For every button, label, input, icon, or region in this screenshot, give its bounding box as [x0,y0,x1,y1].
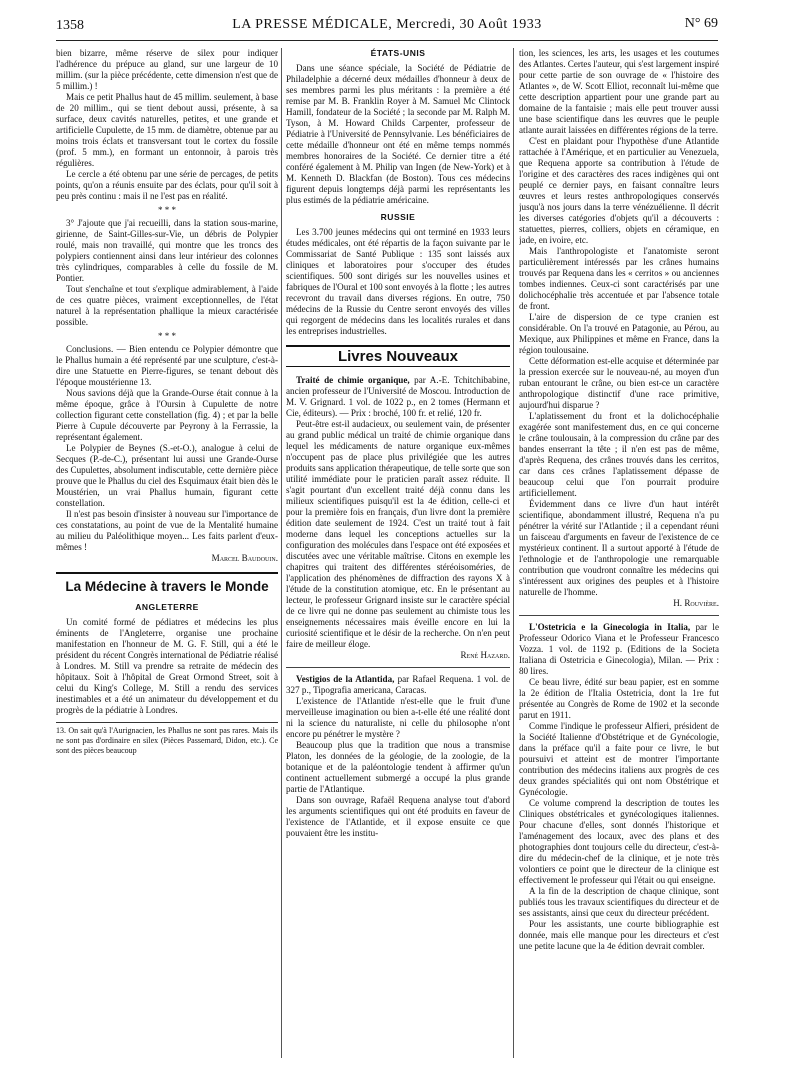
section-title: La Médecine à travers le Monde [56,572,278,596]
divider [286,667,510,668]
paragraph: Nous savions déjà que la Grande-Ourse était connue à la même époque, grâce à l'Oursin à Cupulette de notre collection figurant cette constellation (fig. 4) ; et par la belle Pierre à Cupule découverte par Peyrony à la Ferrassie, la représentant également. [56,388,278,442]
paragraph: Dans une séance spéciale, la Société de Pédiatrie de Philadelphie a décerné deux médailles d'honneur à deux de ses membres parmi les plus méritants : la première a été remise par M. B. Franklin Royer à M. Samuel Mc Clintock Hamill, fondateur de la Société ; la seconde par M. Ralph M. Tyson, à M. Howard Childs Carpenter, professeur de Pédiatrie à l'Université de Pennsylvanie. Les bénéficiaires de cette médaille d'honneur ont été en même temps nommés membres honoraires de la Société. Ce dernier titre a été conféré également à M. Philip van Ingen (de New-York) et à M. Kenneth D. Blackfan (de Boston). Tous ces médecins figurent depuis longtemps déjà parmi les représentants les plus estimés de la pédiatrie américaine. [286,63,510,205]
paragraph: Beaucoup plus que la tradition que nous a transmise Platon, les données de la géologie, de la zoologie, de la botanique et de la paléontologie tendent à affirmer qu'un continent actuellement submergé a occupé la plus grande partie de l'Atlantique. [286,740,510,794]
paragraph: Conclusions. — Bien entendu ce Polypier démontre que le Phallus humain a été représenté par une sculpture, c'est-à-dire une Statuette en Pierre-figures, se tenant debout dès l'époque moustérienne 13. [56,344,278,387]
livres-nouveaux-title: Livres Nouveaux [286,345,510,367]
section-stars: * * * [158,331,176,341]
paragraph: Le Polypier de Beynes (S.-et-O.), analogue à celui de Secques (P.-de-C.), présentant lui aussi une Grande-Ourse des Cupulettes, absolument indiscutable, cette dernière pièce prouve que le Phallus du ciel des Esquimaux était bien dès le Moustérien, un vrai Phallus humain, figurant cette constellation. [56,443,278,508]
book-title: Traité de chimie organique, [296,375,410,385]
paragraph: Il n'est pas besoin d'insister à nouveau sur l'importance de ces constatations, au point de vue de la Mentalité humaine au milieu du Paléolithique moyen... Les faits parlent d'eux-mêmes ! [56,509,278,552]
column-separator-1 [281,48,282,1058]
paragraph: Peut-être est-il audacieux, ou seulement vain, de présenter au grand public médical un traité de chimie organique dans lequel les médicaments de nature organique eux-mêmes n'occupent pas de place plus privilégiée que les autres produits sans application thérapeutique, de telle sorte que son utilité immédiate pour le praticien paraît assez réduite. Il s'agit pourtant d'un excellent traité déjà connu dans les milieux scientifiques puisqu'il est la 4e édition, celle-ci et pour la première fois en français, d'un livre dont la première édition date seulement de 1924. C'est un traité tout à fait moderne dans lequel les conceptions actuelles sur la configuration des molécules dans l'espace ont été exposées et discutées avec une véritable maîtrise. Citons en exemple les chapitres qui traitent des différentes stéréoisoméries, de l'application des phénomènes de diffraction des rayons X à l'étude de la constitution atomique, etc. En le présentant au lecteur, le professeur Grignard insiste sur le caractère spécial de ce livre qui ne donne pas seulement au chimiste tous les enseignements nécessaires mais éveille encore en lui la curiosité scientifique et le désir de la recherche. On n'en peut faire de meilleur éloge. [286,419,510,649]
paragraph: Tout s'enchaîne et tout s'explique admirablement, à l'aide de ces quatre pièces, vraiment exceptionnelles, de l'état naturel à la représentation phallique la mieux caractérisée possible. [56,284,278,327]
paragraph: Cette déformation est-elle acquise et déterminée par la pression exercée sur le nouveau-né, au moyen d'un ruban entourant le crâne, ou bien est-ce un caractère anthropologique distinctif d'une race primitive, aujourd'hui disparue ? [519,356,719,410]
paragraph: Un comité formé de pédiatres et médecins les plus éminents de l'Angleterre, organise une prochaine manifestation en l'honneur de M. G. F. Still, qui a été le président du récent Congrès international de Pédiatrie réalisé à Londres. M. Still va prendre sa retraite de médecin des hôpitaux. Soit à l'hôpital de Great Ormond Street, soit à celui du King's College, M. Still a rendu des services inestimables et a été un animateur du développement et du progrès de la pédiatrie à Londres. [56,617,278,715]
book-title: L'Ostetricia e la Ginecologia in Italia, [529,622,691,632]
book-reference: par le Professeur Odorico Viana et le Professeur Francesco Vozza. 1 vol. de 1192 p. (Editions de la Societa Italiana di Ostetricia e Ginecologia), Milan. — Prix : 80 lires. [519,622,719,676]
paragraph: L'aire de dispersion de ce type cranien est considérable. On l'a trouvé en Patagonie, au Pérou, au Mexique, aux Philippines et même en France, dans la région toulousaine. [519,312,719,355]
journal-title: LA PRESSE MÉDICALE, Mercredi, 30 Août 1933 [232,17,542,32]
paragraph: Le cercle a été obtenu par une série de percages, de petits points, qu'on a réunis ensuite par des éclats, pour qu'il soit à peu près continu : mais il ne l'est pas en réalité. [56,169,278,201]
column-3 [519,48,719,1063]
footnote: 13. On sait qu'à l'Aurignacien, les Phallus ne sont pas rares. Mais ils ne sont pas d'ordinaire en silex (Pièces Passemard, Didon, etc.). Ce sont des pièces beaucoup [56,722,278,756]
paragraph: Mais ce petit Phallus haut de 45 millim. seulement, à base de 20 millim., qui se tient debout aussi, présente, à sa surface, deux cavités naturelles, petites, et une grande et artificielle Cupulette, de 15 mm. de diamètre, obtenue par au moins trois éclats et transversant tout le cortex du fossile (prof. 5 mm.), en formant un entonnoir, à parois très régulières. [56,92,278,168]
paragraph: Évidemment dans ce livre d'un haut intérêt scientifique, abondamment illustré, Requena n'a pu pénétrer la vérité sur l'Atlantide ; il a cependant réuni un faisceau d'arguments en faveur de l'existence de ce mystérieux continent. Il a surtout apporté à l'étude de l'ethnologie et de l'anthropologie une remarquable contribution que voudront connaître les médecins qui s'intéressent aux origines des peuples et à l'histoire naturelle de l'homme. [519,499,719,597]
book-entry [286,375,510,419]
section-stars: * * * [158,205,176,215]
column-1 [56,48,278,1063]
paragraph: Comme l'indique le professeur Alfieri, président de la Société Italienne d'Obstétrique et de Gynécologie, dans la préface qu'il a faite pour ce livre, le but poursuivi et atteint est de montrer l'importante contribution des médecins italiens aux progrès de ces deux grandes spécialités qui ont nom Obstétrique et Gynécologie. [519,721,719,797]
paragraph: tion, les sciences, les arts, les usages et les coutumes des Atlantes. Certes l'auteur, qui s'est largement inspiré pour cette partie de son ouvrage de « l'histoire des Atlantes », de W. Scott Elliot, reconnaît lui-même que cette description appartient pour une grande part au domaine de la fantaisie ; mais elle peut trouver aussi une base scientifique dans les œuvres que le peuple atlante aurait laissées en différentes régions de la terre. [519,48,719,135]
subheading-usa: ÉTATS-UNIS [370,48,426,58]
subheading-russie: RUSSIE [380,212,416,222]
paragraph: L'existence de l'Atlantide n'est-elle que le fruit d'une merveilleuse imagination ou bien a-t-elle été une réalité dont ni la science du naturaliste, ni celle du philosophe n'ont encore pu pénétrer le mystère ? [286,696,510,739]
paragraph: Mais l'anthropologiste et l'anatomiste seront particulièrement intéressés par les crânes humains trouvés par Requena dans les « cerritos » ou anciennes tombes indiennes. Ceux-ci sont caractérisés par une dolichocéphalie très accentuée et par l'absence totale de front. [519,246,719,311]
subheading-angleterre: ANGLETERRE [135,602,199,612]
paragraph: C'est en plaidant pour l'hypothèse d'une Atlantide rattachée à l'Amérique, et en particulier au Venezuela, que Requena apporte sa contribution à l'étude de l'origine et des caractères des races indigènes qui ont peuplé ce dernier pays, en faisant connaître leurs œuvres et leurs restes anthropologiques conservés jusqu'à nos jours dans la terre vénézuélienne. Il décrit les diverses catégories d'objets qu'il a découverts : statuettes, pierres, colliers, objets en céramique, en jade, en ivoire, etc. [519,136,719,245]
column-separator-2 [513,48,514,1058]
page-header [56,14,718,36]
divider [519,615,719,616]
paragraph: bien bizarre, même réserve de silex pour indiquer l'adhérence du prépuce au gland, sur une largeur de 10 millim. (sur la pièce précédente, cette dimension n'est que de 5 millim.) ! [56,48,278,91]
paragraph: 3° J'ajoute que j'ai recueilli, dans la station sous-marine, girienne, de Saint-Gilles-sur-Vie, un débris de Polypier roulé, mais non travaillé, qui montre que les troncs des polypiers contiennent ainsi dans leur intérieur des colonnes très cylindriques, comparables à celle du fossile de M. Pontier. [56,218,278,283]
issue-number: N° 69 [684,16,718,31]
paragraph: Dans son ouvrage, Rafaël Requena analyse tout d'abord les arguments scientifiques qui ont été produits en faveur de l'existence de l'Atlantide, et il expose ensuite ce que pouvaient être les institu- [286,795,510,838]
signature: Marcel Baudouin. [211,553,278,563]
paragraph: Les 3.700 jeunes médecins qui ont terminé en 1933 leurs études médicales, ont été répartis de la façon suivante par le Commissariat de Santé Publique : 135 sont laissés aux cliniques et laboratoires pour s'occuper des études scientifiques. 500 sont dirigés sur les nouvelles usines et fabriques de l'Oural et 100 sont envoyés à la flotte ; les autres recevront du travail dans diverses régions. En outre, 750 médecins de la Russie du Centre seront envoyés des villes qui regorgent de médecins dans les localités rurales et dans les entreprises industrielles. [286,227,510,336]
book-reference: par A.-E. Tchitchibabine, ancien professeur de l'Université de Moscou. Introduction de M. V. Grignard. 1 vol. de 1022 p., en 2 tomes (Hermann et Cie, éditeurs). — Prix : broché, 100 fr. et relié, 120 fr. [286,375,510,418]
signature: René Hazard. [460,650,510,660]
paragraph: A la fin de la description de chaque clinique, sont publiés tous les travaux scientifiques du directeur et de ses assistants, ainsi que ceux du directeur précédent. [519,886,719,918]
paragraph: Pour les assistants, une courte bibliographie est donnée, mais elle manque pour les directeurs et c'est une petite lacune que la 4e édition devrait combler. [519,919,719,951]
book-title: Vestigios de la Atlantida, [296,674,395,684]
paragraph: L'aplatissement du front et la dolichocéphalie exagérée sont manifestement dus, en ce qui concerne le crâne toulousain, à la compression du crâne par des bandes enserrant la tête ; il n'en est pas de même, d'après Requena, des crânes trouvés dans les cerritos, car dans ces crânes l'aplatissement dépasse de beaucoup celui que l'on pourrait produire artificiellement. [519,411,719,498]
book-entry [286,674,510,696]
paragraph: Ce beau livre, édité sur beau papier, est en somme la 2e édition de l'Italia Ostetricia, dont la 1re fut présentée au Congrès de Rome de 1902 et la seconde parut en 1911. [519,677,719,720]
paragraph: Ce volume comprend la description de toutes les Cliniques obstétricales et gynécologiques italiennes. Pour chacune d'elles, sont donnés l'historique et l'aménagement des locaux, avec des plans et des photographies dont toujours celle du directeur, c'est-à-dire du médecin-chef de la clinique, et je note très volontiers ce point que le directeur de la clinique est effectivement le professeur qui l'était ou qui enseigne. [519,798,719,885]
page-number: 1358 [56,18,84,33]
header-rule [56,40,718,41]
book-reference: par Rafael Requena. 1 vol. de 327 p., Tipografia americana, Caracas. [286,674,510,695]
column-2 [286,48,510,1063]
signature: H. Rouvière. [673,598,719,608]
book-entry [519,622,719,677]
